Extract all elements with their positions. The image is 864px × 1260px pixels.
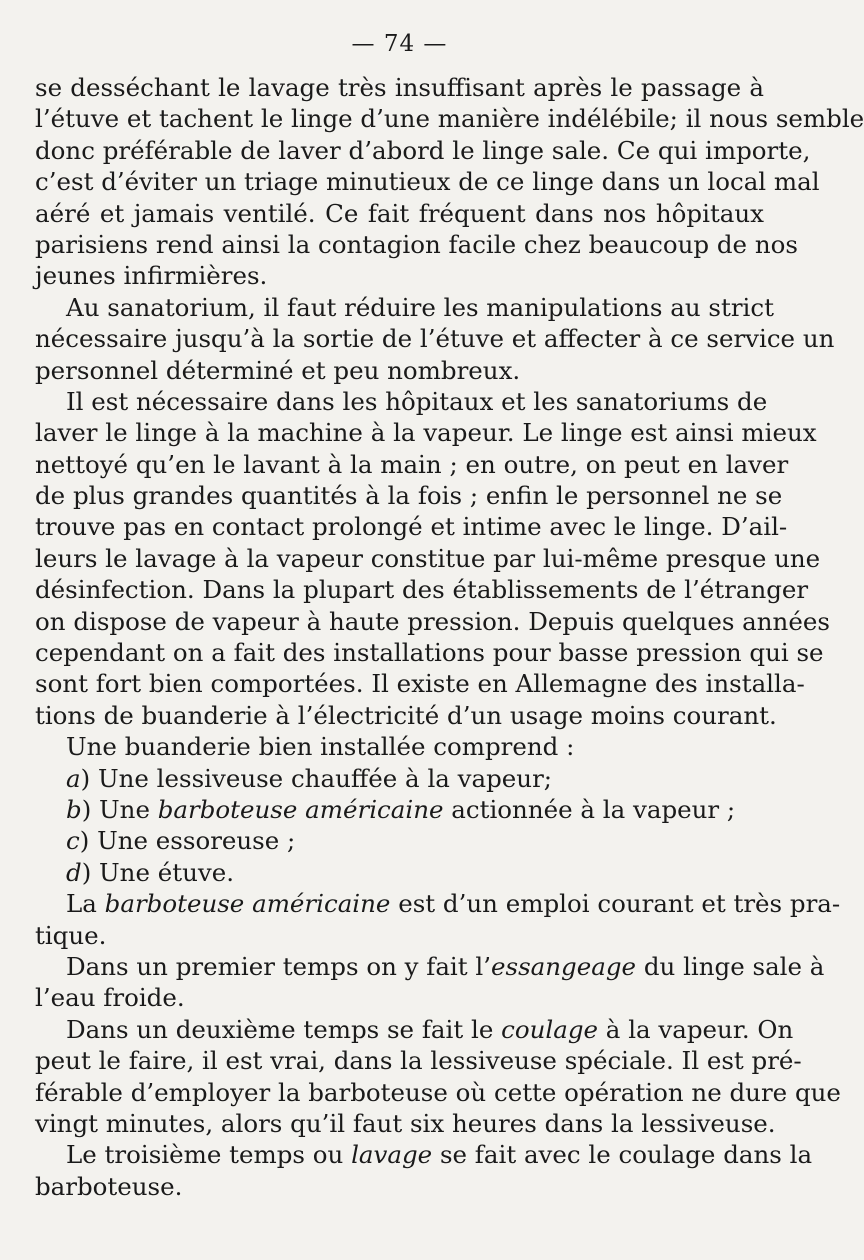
text-line (35, 1139, 813, 1170)
text-line (35, 72, 764, 103)
italic-text: lavage (351, 1140, 433, 1170)
italic-text: b (66, 794, 82, 824)
text-run: se fait avec le coulage dans la (432, 1140, 813, 1170)
text-line (35, 417, 817, 448)
text-run: est d’un emploi courant et très pra- (390, 889, 841, 919)
text-run: tions de buanderie à l’électricité d’un usage moins courant. (35, 700, 777, 730)
text-line (35, 198, 764, 229)
text-line (35, 386, 768, 417)
text-line (35, 668, 805, 699)
text-line (35, 229, 798, 260)
text-run: donc préférable de laver d’abord le linge sale. Ce qui importe, (35, 135, 811, 165)
page-number: — 74 — (351, 31, 448, 57)
text-run: actionnée à la vapeur ; (443, 794, 736, 824)
text-run: ) Une étuve. (81, 857, 234, 887)
text-run: tique. (35, 920, 107, 950)
text-line (35, 103, 864, 134)
text-line (35, 543, 821, 574)
text-run: on dispose de vapeur à haute pression. Depuis quelques années (35, 606, 830, 636)
italic-text: essangeage (491, 951, 637, 981)
text-line (35, 606, 830, 637)
text-run: personnel déterminé et peu nombreux. (35, 355, 521, 385)
text-run: La (66, 889, 105, 919)
text-run: férable d’employer la barboteuse où cette opération ne dure que (35, 1077, 841, 1107)
text-line (35, 574, 809, 605)
text-run: jeunes infirmières. (35, 261, 268, 291)
text-line (35, 355, 764, 386)
text-run: Au sanatorium, il faut réduire les manipulations au strict (66, 292, 774, 322)
italic-text: barboteuse américaine (157, 794, 444, 824)
text-run: l’eau froide. (35, 983, 185, 1013)
text-line (35, 920, 764, 951)
text-run: se desséchant le lavage très insuffisant après le passage à (35, 73, 764, 102)
text-line (35, 982, 764, 1013)
italic-text: c (66, 826, 80, 856)
text-run: vingt minutes, alors qu’il faut six heures dans la lessiveuse. (35, 1108, 776, 1138)
text-run: Une buanderie bien installée comprend : (66, 732, 575, 762)
text-line (35, 323, 835, 354)
text-run: laver le linge à la machine à la vapeur. Le linge est ainsi mieux (35, 418, 817, 448)
text-line (35, 1045, 802, 1076)
text-line (35, 1108, 776, 1139)
text-run: peut le faire, il est vrai, dans la lessiveuse spéciale. Il est pré- (35, 1046, 802, 1076)
text-run: cependant on a fait des installations pour basse pression qui se (35, 638, 824, 668)
text-run: du linge sale à (636, 951, 825, 981)
italic-text: barboteuse américaine (104, 889, 391, 919)
text-run: ) Une essoreuse ; (79, 826, 296, 856)
text-run: aéré et jamais ventilé. Ce fait fréquent dans nos hôpitaux (35, 198, 764, 228)
text-line (35, 260, 764, 291)
text-line (35, 135, 811, 166)
text-run: c’est d’éviter un triage minutieux de ce linge dans un local mal (35, 167, 820, 197)
text-run: barboteuse. (35, 1171, 183, 1201)
text-run: leurs le lavage à la vapeur constitue par lui-même presque une (35, 543, 821, 573)
text-line (35, 700, 777, 731)
text-run: ) Une (81, 794, 158, 824)
text-run: trouve pas en contact prolongé et intime avec le linge. D’ail- (35, 512, 788, 542)
text-line (35, 857, 764, 888)
body-text (35, 72, 864, 1202)
text-run: Le troisième temps ou (66, 1140, 352, 1170)
text-run: désinfection. Dans la plupart des établissements de l’étranger (35, 575, 809, 605)
text-run: parisiens rend ainsi la contagion facile chez beaucoup de nos (35, 229, 798, 259)
text-run: l’étuve et tachent le linge d’une manière indélébile; il nous semble (35, 104, 864, 134)
text-line (35, 1077, 841, 1108)
text-run: à la vapeur. On (598, 1014, 794, 1044)
text-line (35, 637, 824, 668)
text-line (35, 1014, 794, 1045)
text-run: sont fort bien comportées. Il existe en Allemagne des installa- (35, 669, 805, 699)
italic-text: d (66, 857, 82, 887)
text-line (35, 511, 788, 542)
text-run: de plus grandes quantités à la fois ; enfin le personnel ne se (35, 481, 783, 511)
text-run: ) Une lessiveuse chauffée à la vapeur; (80, 763, 553, 793)
text-line (35, 951, 825, 982)
text-line (35, 794, 764, 825)
text-run: nettoyé qu’en le lavant à la main ; en outre, on peut en laver (35, 449, 789, 479)
text-run: Dans un deuxième temps se fait le (66, 1014, 502, 1044)
text-run: Il est nécessaire dans les hôpitaux et les sanatoriums de (66, 386, 768, 416)
italic-text: a (66, 763, 81, 793)
text-line (35, 763, 764, 794)
text-line (35, 888, 841, 919)
text-run: nécessaire jusqu’à la sortie de l’étuve et affecter à ce service un (35, 324, 835, 354)
text-line (35, 449, 789, 480)
text-line (35, 292, 774, 323)
italic-text: coulage (501, 1014, 599, 1044)
text-line (35, 166, 820, 197)
text-line (35, 825, 764, 856)
text-line (35, 731, 764, 762)
text-line (35, 1171, 764, 1202)
text-run: Dans un premier temps on y fait l’ (66, 951, 492, 981)
text-line (35, 480, 783, 511)
